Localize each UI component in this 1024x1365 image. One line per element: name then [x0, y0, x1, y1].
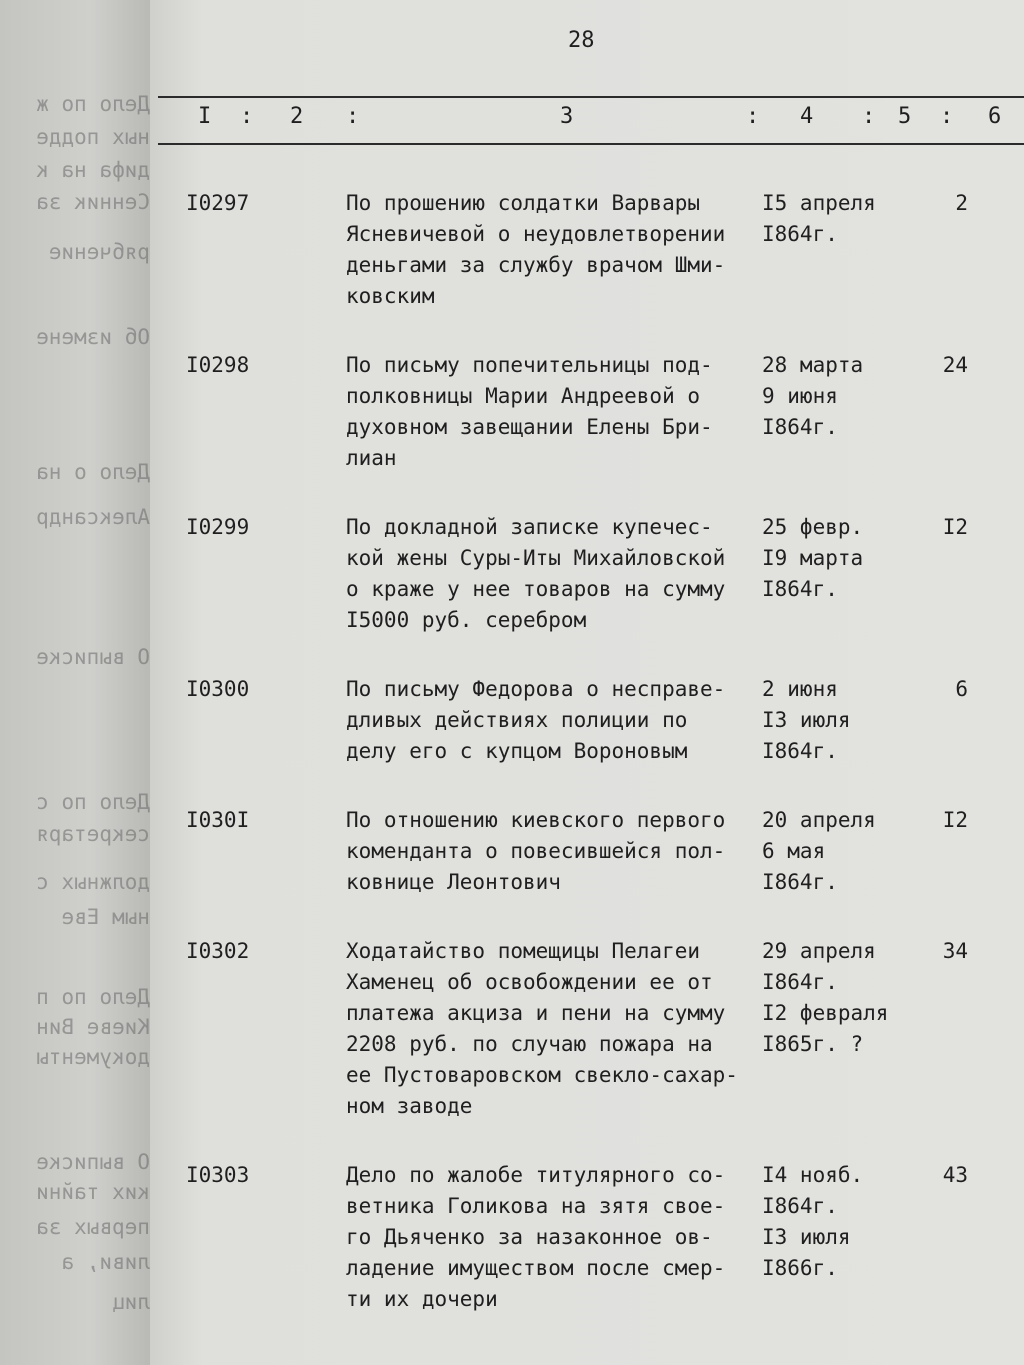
header-rule-top	[158, 96, 1024, 98]
entry-sheet-count: 34	[942, 939, 968, 963]
description-line: Ясневичевой о неудовлетворении	[346, 222, 726, 246]
column-header-1: I	[198, 104, 212, 129]
entry-dates	[762, 805, 902, 898]
entry-dates	[762, 350, 902, 443]
column-headers	[150, 104, 1024, 134]
entry-sheet-count: I2	[942, 808, 968, 832]
description-line: I5000 руб. серебром	[346, 608, 587, 632]
facing-page-fragment: секретаря	[36, 822, 150, 846]
description-line: платежа акциза и пени на сумму	[346, 1001, 726, 1025]
date-line: I864г.	[762, 222, 838, 246]
entry-dates	[762, 512, 902, 605]
entry-number: I0302	[186, 939, 250, 963]
document-page	[150, 0, 1024, 1365]
description-line: лиан	[346, 446, 397, 470]
facing-page-fragment: дифа на к	[36, 158, 150, 182]
entry-number: I0297	[186, 191, 250, 215]
description-line: По докладной записке купечес-	[346, 515, 713, 539]
date-line: 28 марта	[762, 353, 864, 377]
description-line: коменданта о повесившейся пол-	[346, 839, 726, 863]
header-rule-bottom	[158, 143, 1024, 145]
column-separator: :	[940, 104, 954, 129]
description-line: ти их дочери	[346, 1287, 498, 1311]
column-separator: :	[862, 104, 876, 129]
entry-number: I0300	[186, 677, 250, 701]
description-line: 2208 руб. по случаю пожара на	[346, 1032, 713, 1056]
description-line: По письму попечительницы под-	[346, 353, 713, 377]
column-separator: :	[746, 104, 760, 129]
date-line: 25 февр.	[762, 515, 864, 539]
entry-sheet-count: 43	[942, 1163, 968, 1187]
entry-dates	[762, 188, 902, 250]
description-line: ее Пустоваровском свекло-сахар-	[346, 1063, 738, 1087]
entry-number: I0303	[186, 1163, 250, 1187]
description-line: По письму Федорова о несправе-	[346, 677, 726, 701]
date-line: I865г. ?	[762, 1032, 864, 1056]
description-line: Хаменец об освобождении ее от	[346, 970, 713, 994]
date-line: 9 июня	[762, 384, 838, 408]
facing-page-fragment: лиц	[112, 1290, 150, 1314]
entry-description	[346, 1160, 756, 1315]
facing-page-fragment: О выписке	[36, 1150, 150, 1174]
column-header-5: 5	[898, 104, 912, 129]
entry-number: I0298	[186, 353, 250, 377]
description-line: Ходатайство помещицы Пелагеи	[346, 939, 701, 963]
description-line: духовном завещании Елены Бри-	[346, 415, 713, 439]
date-line: 29 апреля	[762, 939, 876, 963]
description-line: полковницы Марии Андреевой о	[346, 384, 701, 408]
entry-number: I0299	[186, 515, 250, 539]
facing-page-fragment: Дело по ж	[36, 92, 150, 116]
description-line: го Дьяченко за назаконное ов-	[346, 1225, 713, 1249]
date-line: I864г.	[762, 577, 838, 601]
date-line: I3 июля	[762, 708, 851, 732]
entry-dates	[762, 674, 902, 767]
facing-page-fragment: Александр	[36, 505, 150, 529]
date-line: 6 мая	[762, 839, 826, 863]
description-line: По прошению солдатки Варвары	[346, 191, 701, 215]
description-line: деньгами за службу врачом Шми-	[346, 253, 726, 277]
entry-description	[346, 188, 756, 312]
date-line: I864г.	[762, 739, 838, 763]
facing-page-fragment: Сенник за	[36, 190, 150, 214]
entry-number: I030I	[186, 808, 250, 832]
entry-dates	[762, 936, 902, 1060]
facing-page-fragment: первых за	[36, 1215, 150, 1239]
date-line: I864г.	[762, 1194, 838, 1218]
entry-sheet-count: I2	[942, 515, 968, 539]
column-header-3: 3	[560, 104, 574, 129]
page-number: 28	[568, 28, 595, 53]
entry-description	[346, 936, 756, 1122]
description-line: Дело по жалобе титулярного со-	[346, 1163, 726, 1187]
date-line: I2 февраля	[762, 1001, 889, 1025]
column-header-2: 2	[290, 104, 304, 129]
date-line: I864г.	[762, 870, 838, 894]
column-header-4: 4	[800, 104, 814, 129]
description-line: ветника Голикова на зятя свое-	[346, 1194, 726, 1218]
entry-description	[346, 350, 756, 474]
date-line: 2 июня	[762, 677, 838, 701]
description-line: ковнице Леонтович	[346, 870, 561, 894]
date-line: I3 июля	[762, 1225, 851, 1249]
facing-page-fragment: Дело по с	[36, 790, 150, 814]
column-separator: :	[346, 104, 360, 129]
facing-page-fragment: ливи, а	[61, 1250, 150, 1274]
description-line: ном заводе	[346, 1094, 473, 1118]
description-line: кой жены Суры-Иты Михайловской	[346, 546, 726, 570]
description-line: ковским	[346, 284, 435, 308]
entry-sheet-count: 6	[955, 677, 968, 701]
facing-page-fragment: О выписке	[36, 645, 150, 669]
facing-page	[0, 0, 150, 1365]
entry-description	[346, 674, 756, 767]
date-line: I866г.	[762, 1256, 838, 1280]
entry-dates	[762, 1160, 902, 1284]
entry-sheet-count: 2	[955, 191, 968, 215]
date-line: I864г.	[762, 970, 838, 994]
facing-page-fragment: рябчение	[48, 240, 150, 264]
date-line: I4 нояб.	[762, 1163, 864, 1187]
column-header-6: 6	[988, 104, 1002, 129]
entry-description	[346, 805, 756, 898]
description-line: ладение имуществом после смер-	[346, 1256, 726, 1280]
entry-description	[346, 512, 756, 636]
description-line: о краже у нее товаров на сумму	[346, 577, 726, 601]
facing-page-fragment: Дело о на	[36, 460, 150, 484]
facing-page-fragment: ких тайни	[36, 1180, 150, 1204]
date-line: I5 апреля	[762, 191, 876, 215]
facing-page-fragment: должных с	[36, 870, 150, 894]
entry-sheet-count: 24	[942, 353, 968, 377]
facing-page-fragment: ным Еве	[61, 905, 150, 929]
date-line: 20 апреля	[762, 808, 876, 832]
facing-page-fragment: Об измене	[36, 325, 150, 349]
date-line: I9 марта	[762, 546, 864, 570]
facing-page-fragment: Киеве Вин	[36, 1015, 150, 1039]
date-line: I864г.	[762, 415, 838, 439]
description-line: дливых действиях полиции по	[346, 708, 688, 732]
facing-page-fragment: ных подде	[36, 125, 150, 149]
facing-page-fragment: документы	[36, 1045, 150, 1069]
description-line: По отношению киевского первого	[346, 808, 726, 832]
facing-page-fragment: Дело по п	[36, 985, 150, 1009]
description-line: делу его с купцом Вороновым	[346, 739, 688, 763]
column-separator: :	[240, 104, 254, 129]
